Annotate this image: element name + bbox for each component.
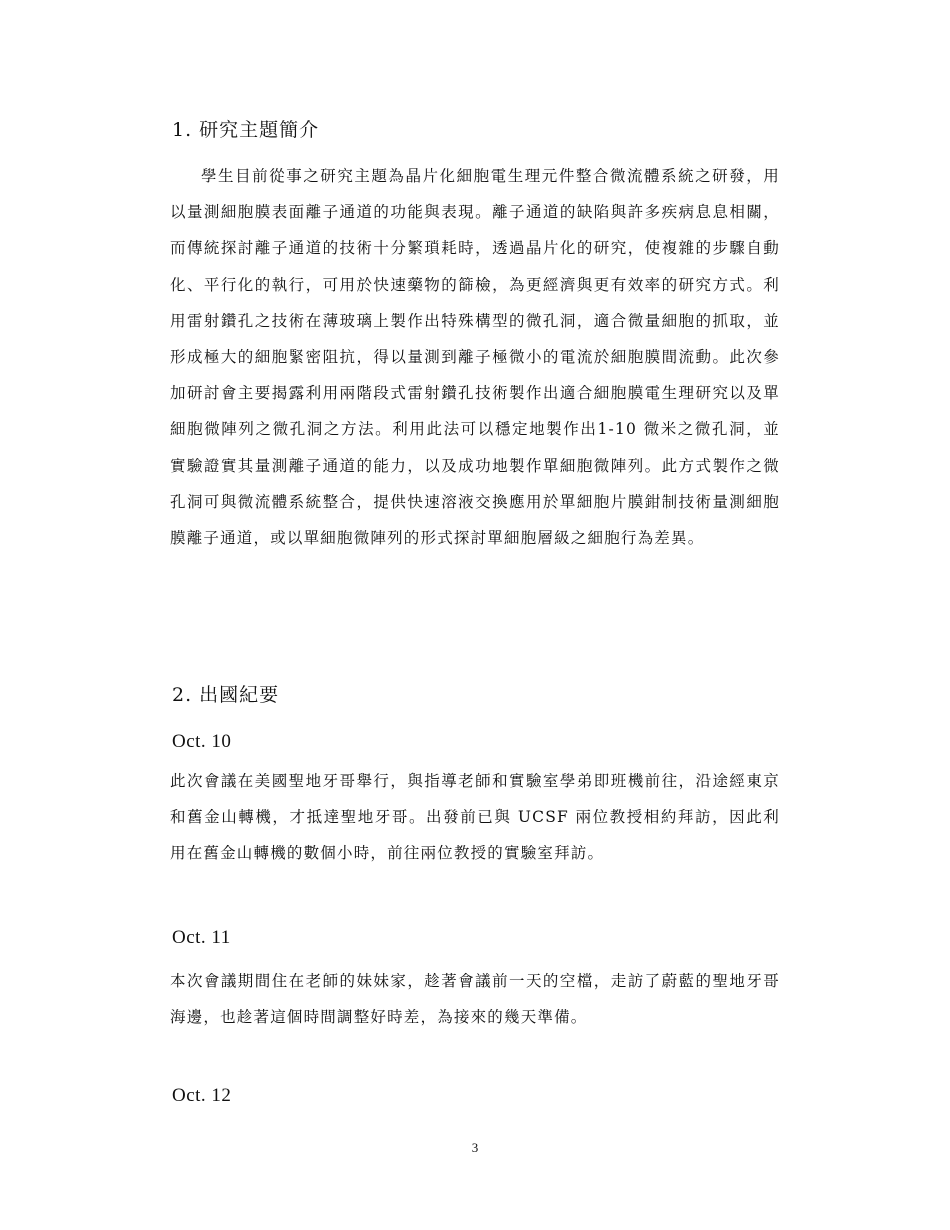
section-2-title: 2. 出國紀要 [172,684,280,706]
entry-date-oct-10: Oct. 10 [172,731,232,752]
entry-text-oct-11: 本次會議期間住在老師的妹妹家，趁著會議前一天的空檔，走訪了蔚藍的聖地牙哥海邊，也趁著這個時間調整好時差，為接來的幾天準備。 [170,972,780,1027]
entry-text-oct-10: 此次會議在美國聖地牙哥舉行，與指導老師和實驗室學弟即班機前往，沿途經東京和舊金山轉機，才抵達聖地牙哥。出發前已與 UCSF 兩位教授相約拜訪，因此利用在舊金山轉機的數個小時，前往兩位教授的實驗室拜訪。 [170,772,780,863]
entry-date-oct-11: Oct. 11 [172,927,231,948]
entry-date-oct-12: Oct. 12 [172,1085,232,1106]
section-1-title: 1. 研究主題簡介 [172,119,320,141]
section-1-body: 學生目前從事之研究主題為晶片化細胞電生理元件整合微流體系統之研發，用以量測細胞膜表面離子通道的功能與表現。離子通道的缺陷與許多疾病息息相關，而傳統探討離子通道的技術十分繁瑣耗時，透過晶片化的研究，使複雜的步驟自動化、平行化的執行，可用於快速藥物的篩檢，為更經濟與更有效率的研究方式。利用雷射鑽孔之技術在薄玻璃上製作出特殊構型的微孔洞，適合微量細胞的抓取，並形成極大的細胞緊密阻抗，得以量測到離子極微小的電流於細胞膜間流動。此次參加研討會主要揭露利用兩階段式雷射鑽孔技術製作出適合細胞膜電生理研究以及單細胞微陣列之微孔洞之方法。利用此法可以穩定地製作出1-10 微米之微孔洞，並實驗證實其量測離子通道的能力，以及成功地製作單細胞微陣列。此方式製作之微孔洞可與微流體系統整合，提供快速溶液交換應用於單細胞片膜鉗制技術量測細胞膜離子通道，或以單細胞微陣列的形式探討單細胞層級之細胞行為差異。 [170,167,780,548]
page-number: 3 [471,1140,479,1155]
